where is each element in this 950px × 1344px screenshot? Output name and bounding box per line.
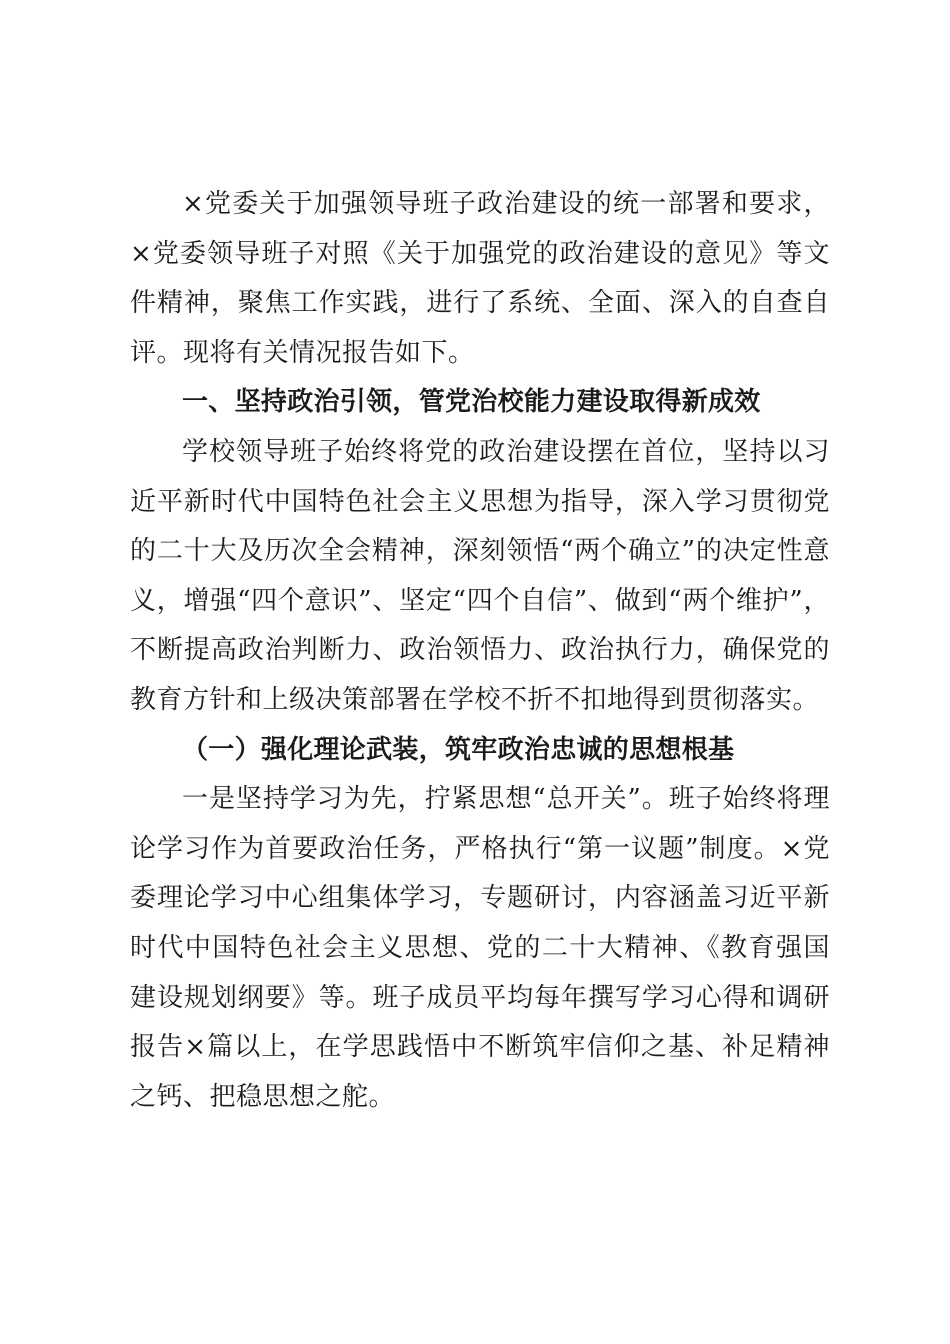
intro-paragraph: ×党委关于加强领导班子政治建设的统一部署和要求，×党委领导班子对照《关于加强党的政治建设的意见》等文件精神，聚焦工作实践，进行了系统、全面、深入的自查自评。现将有关情况报告如下。 (130, 189, 830, 368)
document-page (130, 180, 830, 1122)
section-body-paragraph: 学校领导班子始终将党的政治建设摆在首位，坚持以习近平新时代中国特色社会主义思想为指导，深入学习贯彻党的二十大及历次全会精神，深刻领悟“两个确立”的决定性意义，增强“四个意识”、坚定“四个自信”、做到“两个维护”，不断提高政治判断力、政治领悟力、政治执行力，确保党的教育方针和上级决策部署在学校不折不扣地得到贯彻落实。 (130, 436, 830, 715)
section-heading: 一、坚持政治引领，管党治校能力建设取得新成效 (182, 387, 761, 418)
subsection-heading: （一）强化理论武装，筑牢政治忠诚的思想根基 (182, 734, 735, 765)
subsection-body-paragraph: 一是坚持学习为先，拧紧思想“总开关”。班子始终将理论学习作为首要政治任务，严格执行“第一议题”制度。×党委理论学习中心组集体学习，专题研讨，内容涵盖习近平新时代中国特色社会主义思想、党的二十大精神、《教育强国建设规划纲要》等。班子成员平均每年撰写学习心得和调研报告×篇以上，在学思践悟中不断筑牢信仰之基、补足精神之钙、把稳思想之舵。 (130, 784, 830, 1112)
